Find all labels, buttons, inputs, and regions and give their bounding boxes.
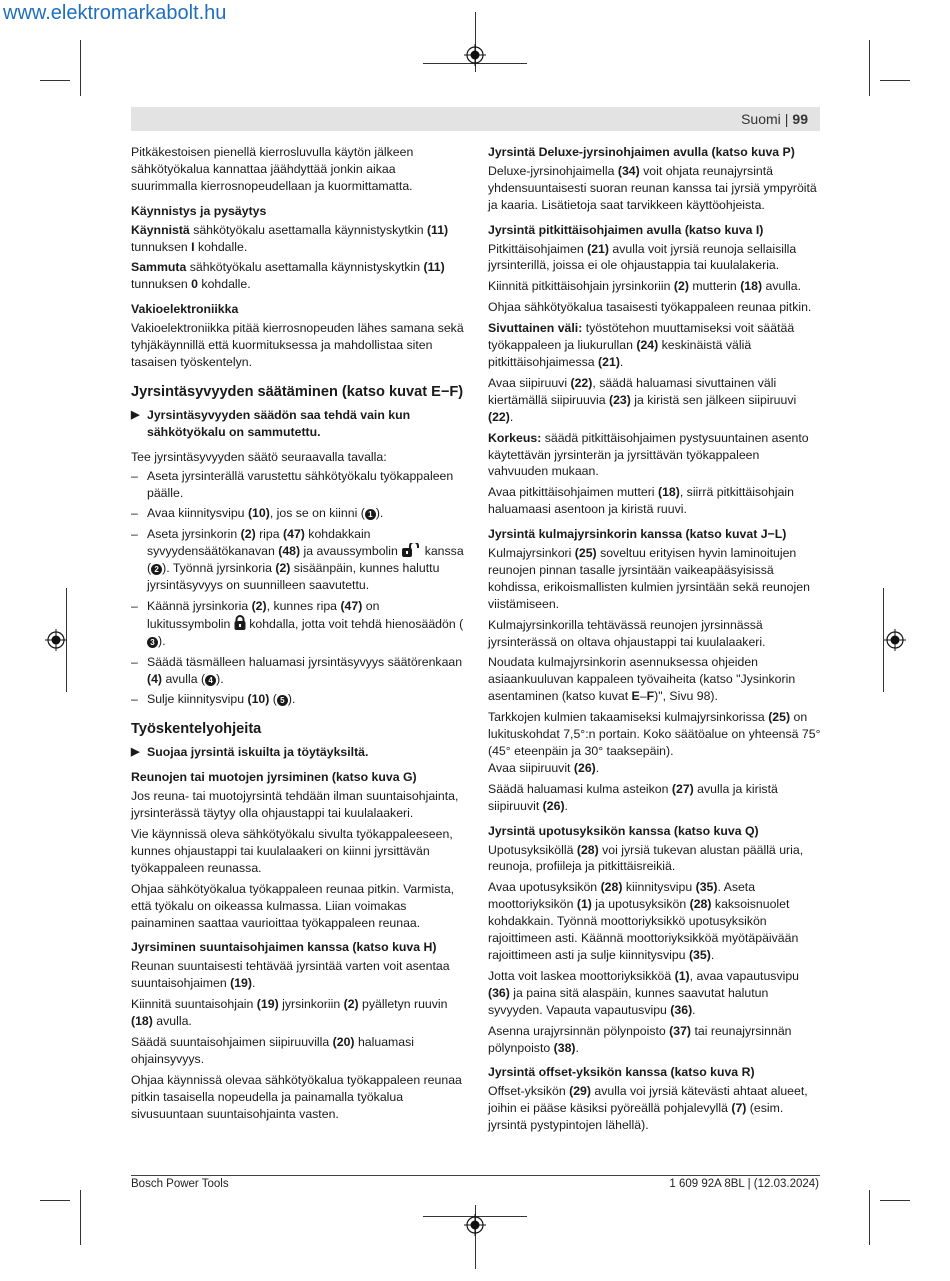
crop-mark: [40, 80, 70, 81]
section-heading-offset: Jyrsintä offset-yksikön kanssa (katso kuva R): [488, 1065, 755, 1080]
long-paragraph-2: Kiinnitä pitkittäisohjain jyrsinkoriin (2) mutterin (18) avulla.: [488, 279, 802, 294]
plunge-paragraph-4: Asenna urajyrsinnän pölynpoisto (37) tai reunajyrsinnän pölynpoisto (38).: [488, 1023, 792, 1055]
section-heading-edge: Reunojen tai muotojen jyrsiminen (katso kuva G): [131, 770, 417, 785]
warning-work: ▶ Suojaa jyrsintä iskuilta ja töytäyksiltä.: [131, 745, 369, 760]
long-paragraph-5: Avaa siipiruuvi (22), säädä haluamasi sivuttainen väli kiertämällä siipiruuvia (23) ja kiristä sen jälkeen siipiruuvi (22).: [488, 375, 797, 424]
depth-intro: Tee jyrsintäsyvyyden säätö seuraavalla tavalla:: [131, 449, 387, 464]
long-paragraph-7: Avaa pitkittäisohjaimen mutteri (18), siirrä pitkittäisohjain haluamaasi asentoon ja kiristä ruuvi.: [488, 485, 794, 517]
right-column: [488, 144, 821, 1138]
list-item: – Aseta jyrsinterällä varustettu sähkötyökalu työkappaleen päälle.: [131, 468, 454, 500]
list-item: – Käännä jyrsinkoria (2), kunnes ripa (47) on lukitussymbolin kohdalla, jotta voit tehdä hienosäädön (3 ).: [131, 598, 464, 648]
long-paragraph-1: Pitkittäisohjaimen (21) avulla voit jyrsiä reunoja sellaisilla jyrsinterillä, joissa ei ole ohjaustappia tai kuulalakeria.: [488, 241, 797, 273]
edge-paragraph-2: Vie käynnissä oleva sähkötyökalu sivulta työkappaleeseen, kunnes ohjaustappi tai kuulalaakeri on kiinni jyrsittävän työkappaleen reunassa.: [131, 827, 453, 875]
plunge-paragraph-1: Upotusyksiköllä (28) voi jyrsiä tukevan alustan päällä uria, reunoja, profiileja ja pitkittäisreikiä.: [488, 842, 804, 874]
left-column: [131, 144, 464, 1127]
section-heading-vakio: Vakioelektroniikka: [131, 302, 239, 317]
parallel-paragraph-1: Reunan suuntaisesti tehtävää jyrsintää varten voit asentaa suuntaisohjaimen (19).: [131, 959, 450, 991]
edge-paragraph-1: Jos reuna- tai muotojyrsintä tehdään ilman suuntaisohjainta, jyrsinterässä täytyy olla ohjaustappi tai kuulalaakeri.: [131, 789, 459, 821]
unlock-icon: [401, 543, 421, 557]
footer-doc-id: 1 609 92A 8BL | (12.03.2024): [669, 1178, 819, 1190]
footer-rule: [131, 1175, 820, 1176]
crop-mark: [80, 40, 81, 96]
long-paragraph-3: Ohjaa sähkötyökalua tasaisesti työkappaleen reunaa pitkin.: [488, 300, 812, 315]
lock-icon: [234, 615, 246, 630]
offset-paragraph: Offset-yksikön (29) avulla voi jyrsiä kätevästi ahtaat alueet, joihin ei pääse käsiksi pyöreällä pohjalevyllä (7) (esim. jyrsintä pystypintojen lähellä).: [488, 1084, 808, 1133]
registration-mark-icon: [464, 44, 486, 66]
intro-paragraph: Pitkäkestoisen pienellä kierrosluvulla käytön jälkeen sähkötyökalua kannattaa jäähdyttää jonkin aikaa suurimmalla kierrosnopeudellaan ja kuormittamatta.: [131, 145, 414, 193]
corner-paragraph-6: Säädä haluamasi kulma asteikon (27) avulla ja kiristä siipiruuvit (26).: [488, 781, 778, 813]
registration-mark-icon: [884, 629, 906, 651]
page-header: [131, 107, 820, 131]
warning-triangle-icon: ▶: [131, 408, 140, 421]
step-badge: 2: [151, 564, 162, 575]
corner-paragraph-5: Avaa siipiruuvit (26).: [488, 760, 600, 775]
plunge-paragraph-3: Jotta voit laskea moottoriyksikköä (1), avaa vapautusvipu (36) ja paina sitä alaspäin, kunnes saavutat halutun syvyyden. Vapauta vapautusvipu (36).: [488, 968, 800, 1017]
step-badge: 4: [205, 675, 216, 686]
edge-paragraph-3: Ohjaa sähkötyökalua työkappaleen reunaa pitkin. Varmista, että työkalu on oikeassa kulmassa. Liian voimakas painaminen saattaa vaurioittaa työkappaleen reunaa.: [131, 881, 455, 930]
corner-paragraph-3: Noudata kulmajyrsinkorin asennuksessa ohjeiden asiaankuuluvan kappaleen työvaiheita (katso "Jysinkorin asentaminen (katso kuvat E–F)", Sivu 98).: [488, 655, 796, 704]
list-item: – Sulje kiinnitysvipu (10) ( 5 ).: [131, 692, 296, 707]
corner-paragraph-4: Tarkkojen kulmien takaamiseksi kulmajyrsinkorissa (25) on lukituskohdat 7,5°:n portain. Koko säätöalue on yhteensä 75° (45° eteenpäin ja 30° taaksepäin).: [488, 710, 821, 758]
crop-mark: [80, 1190, 81, 1245]
registration-mark-icon: [45, 629, 67, 651]
section-heading-deluxe: Jyrsintä Deluxe-jyrsinohjaimen avulla (katso kuva P): [488, 145, 795, 159]
corner-paragraph-2: Kulmajyrsinkorilla tehtävässä reunojen jyrsinnässä jyrsinterässä on oltava ohjaustappi tai kuulalaakeri.: [488, 617, 766, 649]
step-badge: 1: [365, 509, 376, 520]
step-badge: 5: [277, 695, 288, 706]
list-item: – Säädä täsmälleen haluamasi jyrsintäsyvyys säätörenkaan (4) avulla ( 4 ).: [131, 654, 463, 686]
warning-depth: ▶ Jyrsintäsyvyyden säädön saa tehdä vain kun sähkötyökalu on sammutettu.: [131, 407, 411, 439]
section-heading-work: Työskentelyohjeita: [131, 721, 262, 738]
long-paragraph-6: Korkeus: säädä pitkittäisohjaimen pystysuuntainen asento käytettävän jyrsinterän ja jyrsittävän työkappaleen vahvuuden mukaan.: [488, 430, 809, 479]
step-badge: 3: [147, 637, 158, 648]
header-label: [741, 111, 808, 127]
section-heading-corner: Jyrsintä kulmajyrsinkorin kanssa (katso kuvat J−L): [488, 527, 787, 542]
header-separator: |: [784, 111, 789, 127]
section-heading-long: Jyrsintä pitkittäisohjaimen avulla (katso kuva I): [488, 222, 764, 237]
list-item: – Avaa kiinnitysvipu (10), jos se on kiinni ( 1 ).: [131, 506, 384, 521]
section-heading-plunge: Jyrsintä upotusyksikön kanssa (katso kuva Q): [488, 823, 759, 838]
language-label: Suomi: [741, 111, 781, 127]
start-paragraph: Käynnistä sähkötyökalu asettamalla käynnistyskytkin (11) tunnuksen I kohdalle.: [131, 222, 449, 254]
crop-mark: [869, 40, 870, 96]
crop-mark: [880, 1200, 910, 1201]
section-heading-depth: Jyrsintäsyvyyden säätäminen (katso kuvat E−F): [131, 383, 464, 400]
crop-mark: [880, 80, 910, 81]
corner-paragraph-1: Kulmajyrsinkori (25) soveltuu erityisen hyvin laminoitujen reunojen pinnan tasalle jyrsintään vaikeapääsyisissä kohdissa, erikoismallisten kulmien jyrsintään sekä reunojen viistämiseen.: [488, 546, 810, 611]
footer-brand: Bosch Power Tools: [131, 1178, 229, 1190]
registration-mark-icon: [464, 1214, 486, 1236]
vakio-paragraph: Vakioelektroniikka pitää kierrosnopeuden lähes samana sekä tyhjäkäynnillä että kuormituksessa ja mahdollistaa siten tasaisen työskentelyn.: [131, 321, 464, 369]
parallel-paragraph-3: Säädä suuntaisohjaimen siipiruuvilla (20) haluamasi ohjainsyvyys.: [131, 1034, 414, 1066]
crop-mark: [869, 1190, 870, 1245]
section-heading-start: Käynnistys ja pysäytys: [131, 203, 267, 218]
deluxe-paragraph: Deluxe-jyrsinohjaimella (34) voit ohjata reunajyrsintä yhdensuuntaisesti suoran reunan kanssa tai jyrsiä ympyröitä ja kaaria. Lisätietoja saat tarvikkeen käyttöohjeista.: [488, 163, 817, 212]
long-paragraph-4: Sivuttainen väli: työstötehon muuttamiseksi voit säätää työkappaleen ja liukurullan (24) keskinäistä väliä pitkittäisohjaimessa (21).: [488, 321, 795, 369]
plunge-paragraph-2: Avaa upotusyksikön (28) kiinnitysvipu (35). Aseta moottoriyksikön (1) ja upotusyksikön (28) kaksoisnuolet kohdakkain. Työnnä moottoriyksikkö upotusyksikön rajoittimeen asti. Käännä moottoriyksikköä myötäpäivään rajoittimeen asti ja sulje kiinnitysvipu (35).: [488, 880, 799, 962]
parallel-paragraph-4: Ohjaa käynnissä olevaa sähkötyökalua työkappaleen reunaa pitkin tasaisella nopeudella ja painamalla työkalua sivusuuntaan suuntaisohjainta vasten.: [131, 1072, 462, 1121]
section-heading-parallel: Jyrsiminen suuntaisohjaimen kanssa (katso kuva H): [131, 940, 437, 955]
page-number: 99: [792, 111, 808, 127]
parallel-paragraph-2: Kiinnitä suuntaisohjain (19) jyrsinkoriin (2) pyälletyn ruuvin (18) avulla.: [131, 997, 448, 1029]
watermark-link[interactable]: www.elektromarkabolt.hu: [3, 2, 227, 24]
list-item: – Aseta jyrsinkorin (2) ripa (47) kohdakkain syvyydensäätökanavan (48) ja avaussymbolin kanssa ( 2 ). Työnnä jyrsinkoria (2) sisäänpäin, kunnes haluttu jyrsintäsyvyys on suunnilleen saavutettu.: [131, 527, 464, 593]
warning-triangle-icon: ▶: [131, 746, 140, 759]
crop-mark: [40, 1200, 70, 1201]
stop-paragraph: Sammuta sähkötyökalu asettamalla käynnistyskytkin (11) tunnuksen 0 kohdalle.: [131, 260, 445, 292]
